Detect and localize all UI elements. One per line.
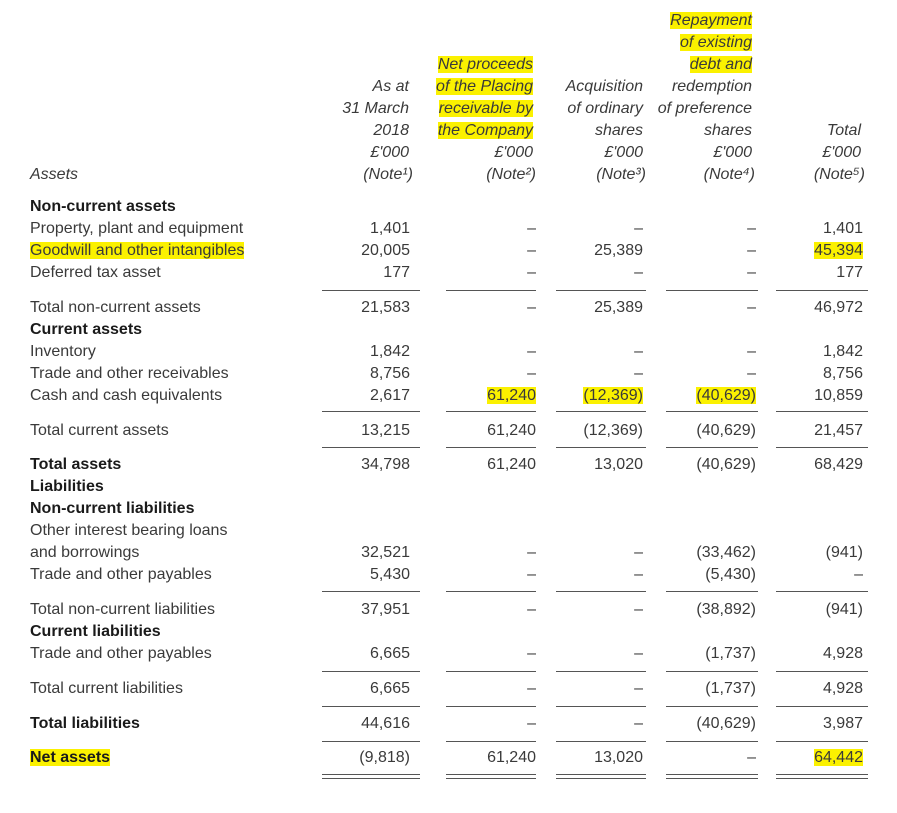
header-col3-line: £'000: [604, 144, 643, 161]
cell-value-text: 3,987: [822, 715, 863, 732]
rule: [556, 290, 646, 291]
cell-value: [533, 454, 643, 476]
cell-value-text: 6,665: [369, 680, 410, 697]
row-label: [30, 678, 183, 700]
cell-value-text: (12,369): [583, 387, 643, 404]
cell-value: [533, 713, 643, 735]
rule: [666, 447, 758, 448]
cell-value: [753, 363, 863, 385]
rule: [446, 671, 536, 672]
cell-value-text: 61,240: [487, 749, 536, 766]
header-col1-line: (Note¹): [363, 166, 413, 183]
row-label-text: Non-current liabilities: [30, 500, 195, 517]
cell-value: [533, 643, 643, 665]
header-col2-line: Net proceeds: [437, 56, 533, 73]
cell-value-text: 13,215: [361, 422, 410, 439]
cell-value-text: 68,429: [814, 456, 863, 473]
cell-value-text: 8,756: [822, 365, 863, 382]
cell-value: [300, 454, 410, 476]
cell-value: [646, 420, 756, 442]
cell-value-text: –: [527, 601, 536, 618]
cell-value: [753, 420, 863, 442]
cell-value: [646, 385, 756, 407]
cell-value-text: 21,583: [361, 299, 410, 316]
cell-value-text: –: [527, 680, 536, 697]
header-col2-line: (Note²): [486, 166, 536, 183]
cell-value-text: –: [747, 343, 756, 360]
assets-header: Assets: [30, 166, 79, 183]
row-label: [30, 476, 104, 498]
rule: [556, 591, 646, 592]
row-label: [30, 454, 121, 476]
rule: [446, 411, 536, 412]
rule: [666, 411, 758, 412]
cell-value: [300, 420, 410, 442]
row-label-text: Liabilities: [30, 478, 104, 495]
cell-value: [533, 341, 643, 363]
cell-value: [426, 678, 536, 700]
cell-value-text: 1,401: [369, 220, 410, 237]
cell-value-text: 45,394: [814, 242, 863, 259]
row-label: [30, 520, 227, 542]
cell-value-text: 32,521: [361, 544, 410, 561]
cell-value: [533, 747, 643, 769]
cell-value: [646, 747, 756, 769]
cell-value-text: 21,457: [814, 422, 863, 439]
rule: [776, 447, 868, 448]
cell-value-text: –: [527, 264, 536, 281]
double-rule: [666, 774, 758, 779]
rule: [556, 741, 646, 742]
cell-value-text: –: [527, 242, 536, 259]
cell-value: [753, 262, 863, 284]
cell-value: [753, 564, 863, 586]
cell-value-text: 1,842: [822, 343, 863, 360]
rule: [556, 447, 646, 448]
cell-value-text: –: [527, 715, 536, 732]
header-col4-line: (Note⁴): [703, 166, 755, 183]
cell-value: [426, 341, 536, 363]
cell-value: [646, 218, 756, 240]
cell-value: [753, 341, 863, 363]
cell-value-text: –: [747, 264, 756, 281]
cell-value-text: (9,818): [359, 749, 410, 766]
cell-value-text: –: [634, 220, 643, 237]
header-col1-line: 31 March: [342, 100, 409, 117]
row-label: [30, 747, 110, 769]
cell-value-text: (38,892): [696, 601, 756, 618]
cell-value: [533, 297, 643, 319]
cell-value-text: 13,020: [594, 456, 643, 473]
rule: [666, 290, 758, 291]
rule: [322, 706, 420, 707]
row-label-text: Trade and other payables: [30, 645, 212, 662]
row-label: [30, 297, 201, 319]
cell-value: [300, 218, 410, 240]
cell-value: [300, 747, 410, 769]
row-label-text: Cash and cash equivalents: [30, 387, 223, 404]
row-label: [30, 319, 142, 341]
cell-value-text: (33,462): [696, 544, 756, 561]
cell-value-text: (40,629): [696, 387, 756, 404]
rule: [556, 411, 646, 412]
row-label: [30, 564, 212, 586]
cell-value: [753, 218, 863, 240]
cell-value: [753, 713, 863, 735]
rule: [666, 741, 758, 742]
cell-value-text: 6,665: [369, 645, 410, 662]
cell-value: [300, 678, 410, 700]
row-label-text: Current assets: [30, 321, 143, 338]
row-label: [30, 196, 176, 218]
header-col2-line: the Company: [437, 122, 533, 139]
row-label-text: Total liabilities: [30, 715, 140, 732]
rule: [776, 706, 868, 707]
row-label: [30, 621, 161, 643]
rule: [322, 290, 420, 291]
header-col5-line: (Note⁵): [813, 166, 865, 183]
cell-value: [646, 341, 756, 363]
cell-value: [300, 564, 410, 586]
rule: [322, 591, 420, 592]
cell-value-text: (40,629): [696, 422, 756, 439]
cell-value-text: (941): [825, 544, 863, 561]
cell-value: [646, 564, 756, 586]
cell-value: [646, 643, 756, 665]
cell-value: [426, 262, 536, 284]
cell-value: [646, 454, 756, 476]
cell-value-text: (12,369): [583, 422, 643, 439]
cell-value: [753, 542, 863, 564]
rule: [322, 741, 420, 742]
row-label-text: Total non-current liabilities: [30, 601, 215, 618]
row-label-text: Trade and other receivables: [30, 365, 229, 382]
row-label: [30, 240, 244, 262]
cell-value-text: 177: [383, 264, 410, 281]
header-col3-line: of ordinary: [567, 100, 643, 117]
cell-value-text: (40,629): [696, 456, 756, 473]
cell-value-text: –: [634, 343, 643, 360]
cell-value: [426, 542, 536, 564]
row-label: [30, 643, 212, 665]
cell-value: [646, 297, 756, 319]
cell-value-text: 13,020: [594, 749, 643, 766]
row-label: [30, 385, 222, 407]
cell-value-text: 1,401: [822, 220, 863, 237]
row-label: [30, 542, 139, 564]
cell-value-text: –: [634, 645, 643, 662]
cell-value: [533, 363, 643, 385]
cell-value: [533, 564, 643, 586]
cell-value: [533, 262, 643, 284]
cell-value-text: –: [634, 566, 643, 583]
row-label-text: Total non-current assets: [30, 299, 201, 316]
cell-value-text: –: [634, 715, 643, 732]
double-rule: [322, 774, 420, 779]
cell-value: [300, 297, 410, 319]
cell-value: [300, 341, 410, 363]
header-col5-line: Total: [826, 122, 861, 139]
header-col1-line: £'000: [370, 144, 409, 161]
cell-value-text: 25,389: [594, 242, 643, 259]
header-col3-line: Acquisition: [565, 78, 643, 95]
cell-value-text: 34,798: [361, 456, 410, 473]
cell-value: [300, 542, 410, 564]
cell-value: [753, 454, 863, 476]
cell-value-text: –: [527, 365, 536, 382]
header-col4-line: shares: [703, 122, 752, 139]
cell-value-text: –: [634, 544, 643, 561]
cell-value: [533, 240, 643, 262]
cell-value: [300, 363, 410, 385]
cell-value: [426, 454, 536, 476]
cell-value-text: –: [527, 645, 536, 662]
cell-value-text: 4,928: [822, 680, 863, 697]
cell-value-text: 61,240: [487, 422, 536, 439]
cell-value-text: 1,842: [369, 343, 410, 360]
rule: [776, 741, 868, 742]
cell-value-text: –: [747, 242, 756, 259]
double-rule: [556, 774, 646, 779]
cell-value: [426, 564, 536, 586]
cell-value: [753, 385, 863, 407]
rule: [322, 671, 420, 672]
row-label-text: Property, plant and equipment: [30, 220, 244, 237]
rule: [556, 671, 646, 672]
row-label-text: Total current assets: [30, 422, 169, 439]
cell-value: [426, 643, 536, 665]
header-col3-line: (Note³): [596, 166, 646, 183]
cell-value: [533, 420, 643, 442]
cell-value: [300, 262, 410, 284]
cell-value-text: 177: [836, 264, 863, 281]
cell-value: [426, 363, 536, 385]
header-col4-line: debt and: [689, 56, 752, 73]
rule: [446, 741, 536, 742]
cell-value: [753, 643, 863, 665]
cell-value: [300, 713, 410, 735]
rule: [776, 671, 868, 672]
cell-value: [753, 297, 863, 319]
cell-value-text: –: [634, 264, 643, 281]
cell-value-text: 37,951: [361, 601, 410, 618]
row-label: [30, 599, 215, 621]
header-col4-line: of preference: [657, 100, 752, 117]
cell-value-text: –: [634, 365, 643, 382]
cell-value: [533, 385, 643, 407]
cell-value-text: (5,430): [705, 566, 756, 583]
double-rule: [446, 774, 536, 779]
row-label: [30, 713, 140, 735]
cell-value-text: 20,005: [361, 242, 410, 259]
rule: [776, 290, 868, 291]
cell-value-text: 10,859: [814, 387, 863, 404]
cell-value-text: 25,389: [594, 299, 643, 316]
row-label-text: Current liabilities: [30, 623, 161, 640]
row-label: [30, 262, 161, 284]
cell-value-text: 8,756: [369, 365, 410, 382]
cell-value-text: (941): [825, 601, 863, 618]
cell-value: [426, 385, 536, 407]
cell-value: [426, 297, 536, 319]
double-rule: [776, 774, 868, 779]
row-label-text: Trade and other payables: [30, 566, 212, 583]
cell-value: [533, 542, 643, 564]
header-col2-line: receivable by: [438, 100, 533, 117]
cell-value: [426, 218, 536, 240]
cell-value: [300, 240, 410, 262]
cell-value-text: 64,442: [814, 749, 863, 766]
cell-value: [426, 240, 536, 262]
cell-value-text: –: [527, 299, 536, 316]
header-col4-line: of existing: [679, 34, 752, 51]
cell-value: [300, 643, 410, 665]
cell-value: [646, 678, 756, 700]
cell-value-text: –: [747, 299, 756, 316]
header-col2-line: £'000: [494, 144, 533, 161]
cell-value: [753, 678, 863, 700]
cell-value: [646, 542, 756, 564]
cell-value-text: –: [854, 566, 863, 583]
rule: [556, 706, 646, 707]
cell-value-text: (1,737): [705, 680, 756, 697]
header-col3-line: shares: [594, 122, 643, 139]
row-label: [30, 498, 194, 520]
cell-value-text: 61,240: [487, 387, 536, 404]
cell-value: [646, 713, 756, 735]
cell-value: [753, 240, 863, 262]
row-label: [30, 218, 243, 240]
header-col1-line: As at: [372, 78, 409, 95]
cell-value-text: –: [527, 544, 536, 561]
rule: [446, 290, 536, 291]
cell-value: [426, 420, 536, 442]
cell-value: [646, 240, 756, 262]
cell-value-text: –: [527, 343, 536, 360]
cell-value: [300, 385, 410, 407]
rule: [446, 706, 536, 707]
header-col4-line: redemption: [671, 78, 752, 95]
cell-value-text: –: [747, 749, 756, 766]
cell-value: [646, 599, 756, 621]
cell-value-text: –: [634, 680, 643, 697]
rule: [322, 411, 420, 412]
row-label-text: Total assets: [30, 456, 122, 473]
cell-value: [753, 599, 863, 621]
cell-value: [533, 599, 643, 621]
cell-value-text: (40,629): [696, 715, 756, 732]
row-label: [30, 363, 229, 385]
cell-value: [533, 678, 643, 700]
cell-value-text: 2,617: [369, 387, 410, 404]
rule: [446, 447, 536, 448]
row-label-text: and borrowings: [30, 544, 140, 561]
cell-value-text: (1,737): [705, 645, 756, 662]
rule: [446, 591, 536, 592]
row-label-text: Total current liabilities: [30, 680, 183, 697]
cell-value-text: 5,430: [369, 566, 410, 583]
row-label-text: Goodwill and other intangibles: [30, 242, 245, 259]
row-label-text: Inventory: [30, 343, 96, 360]
cell-value-text: 61,240: [487, 456, 536, 473]
cell-value: [753, 747, 863, 769]
cell-value: [533, 218, 643, 240]
cell-value: [426, 599, 536, 621]
row-label-text: Deferred tax asset: [30, 264, 161, 281]
header-col1-line: 2018: [373, 122, 409, 139]
cell-value-text: 4,928: [822, 645, 863, 662]
cell-value-text: –: [747, 220, 756, 237]
rule: [322, 447, 420, 448]
cell-value-text: –: [634, 601, 643, 618]
rule: [666, 671, 758, 672]
row-label-text: Net assets: [30, 749, 111, 766]
header-col5-line: £'000: [822, 144, 861, 161]
header-col2-line: of the Placing: [436, 78, 533, 95]
header-col4-line: Repayment: [670, 12, 752, 29]
cell-value-text: –: [527, 220, 536, 237]
row-label: [30, 341, 96, 363]
cell-value-text: 44,616: [361, 715, 410, 732]
cell-value-text: –: [747, 365, 756, 382]
cell-value: [646, 363, 756, 385]
rule: [776, 591, 868, 592]
cell-value-text: –: [527, 566, 536, 583]
header-col4-line: £'000: [713, 144, 752, 161]
cell-value: [300, 599, 410, 621]
cell-value: [646, 262, 756, 284]
rule: [666, 706, 758, 707]
rule: [666, 591, 758, 592]
cell-value: [426, 747, 536, 769]
cell-value: [426, 713, 536, 735]
row-label-text: Other interest bearing loans: [30, 522, 228, 539]
rule: [776, 411, 868, 412]
row-label-text: Non-current assets: [30, 198, 176, 215]
row-label: [30, 420, 169, 442]
cell-value-text: 46,972: [814, 299, 863, 316]
